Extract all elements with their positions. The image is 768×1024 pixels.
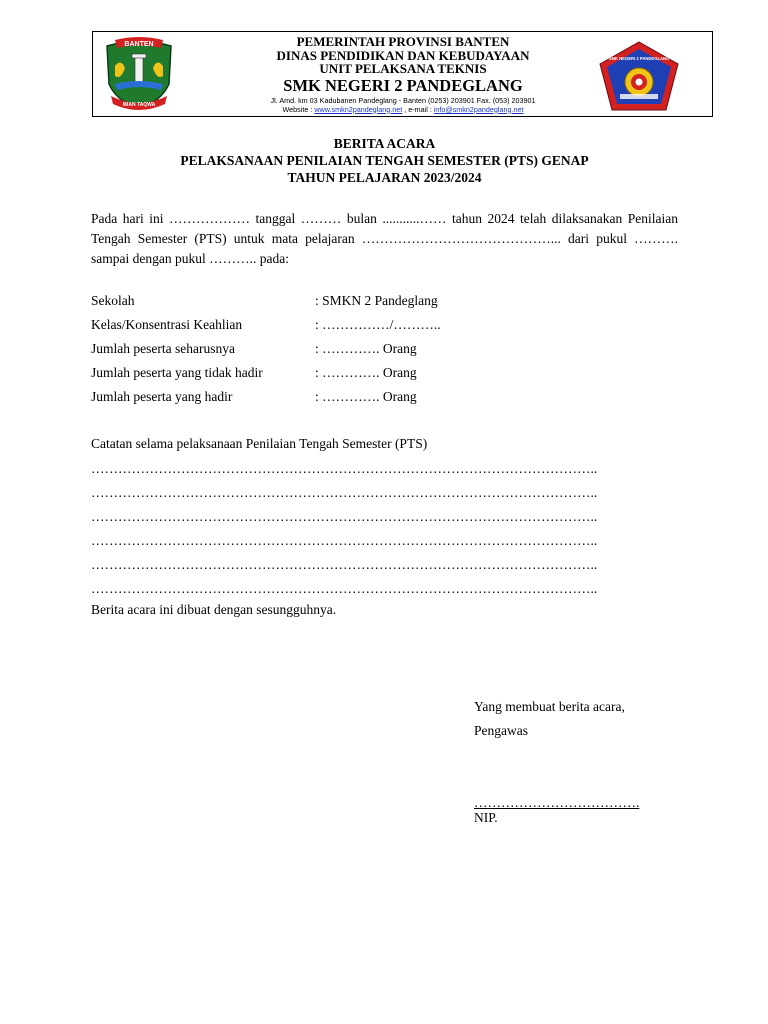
absent-participants-label: Jumlah peserta yang tidak hadir — [91, 365, 263, 380]
school-label: Sekolah — [91, 293, 135, 308]
notes-title: Catatan selama pelaksanaan Penilaian Tengah Semester (PTS) — [91, 436, 428, 451]
smk-logo — [598, 40, 680, 112]
signature-name-line: ………………………………. — [474, 795, 640, 810]
present-participants-value: : …………. Orang — [315, 389, 417, 404]
notes-line: ………………………………………………………………………………………………….. — [91, 581, 598, 596]
school-name: SMK NEGERI 2 PANDEGLANG — [283, 75, 523, 95]
letterhead — [92, 31, 713, 117]
school-value: : SMKN 2 Pandeglang — [315, 293, 438, 308]
school-address: Jl. Amd. km 03 Kadubanen Pandeglang - Banten (0253) 203901 Fax. (053) 203901 — [270, 95, 536, 105]
website-label: Website : — [282, 104, 315, 114]
signature-caption: Yang membuat berita acara, — [474, 699, 625, 714]
closing-statement: Berita acara ini dibuat dengan sesungguhnya. — [91, 602, 337, 617]
expected-participants-value: : …………. Orang — [315, 341, 417, 356]
notes-line: ………………………………………………………………………………………………….. — [91, 557, 598, 572]
document-title: BERITA ACARA — [333, 136, 436, 151]
notes-line: ………………………………………………………………………………………………….. — [91, 461, 598, 476]
present-participants-label: Jumlah peserta yang hadir — [91, 389, 233, 404]
letterhead-text — [193, 35, 613, 114]
banten-logo — [101, 36, 177, 112]
smk-logo-text: SMK NEGERI 2 PANDEGLANG — [608, 56, 670, 61]
banten-logo-top-text: BANTEN — [124, 41, 154, 48]
email-link[interactable]: info@smkn2pandeglang.net — [433, 104, 524, 114]
intro-paragraph: Pada hari ini ……………… tanggal ……… bulan ...........…… tahun 2024 telah dilaksanakan Penilaian Tengah Semester (PTS) untuk mata pelajaran ……………………………………... dari pukul ………. sampai dengan pukul ……….. pada: — [91, 211, 678, 266]
unit-name: UNIT PELAKSANA TEKNIS — [319, 61, 487, 76]
notes-line: ………………………………………………………………………………………………….. — [91, 533, 598, 548]
government-name: PEMERINTAH PROVINSI BANTEN — [296, 34, 510, 49]
notes-line: ………………………………………………………………………………………………….. — [91, 509, 598, 524]
notes-line: ………………………………………………………………………………………………….. — [91, 485, 598, 500]
banten-logo-bottom-text: IMAN TAQWA — [122, 102, 156, 108]
contact-line — [193, 105, 613, 114]
absent-participants-value: : …………. Orang — [315, 365, 417, 380]
expected-participants-label: Jumlah peserta seharusnya — [91, 341, 235, 356]
department-name: DINAS PENDIDIKAN DAN KEBUDAYAAN — [276, 47, 530, 63]
document-subtitle: PELAKSANAAN PENILAIAN TENGAH SEMESTER (PTS) GENAP — [180, 153, 589, 168]
website-link[interactable]: www.smkn2pandeglang.net — [314, 104, 403, 114]
class-label: Kelas/Konsentrasi Keahlian — [91, 317, 243, 332]
class-value: : ……………/……….. — [315, 317, 441, 332]
signature-nip: NIP. — [474, 810, 498, 825]
academic-year: TAHUN PELAJARAN 2023/2024 — [287, 170, 482, 185]
email-label: , e-mail : — [402, 104, 434, 114]
signature-role: Pengawas — [474, 723, 528, 738]
